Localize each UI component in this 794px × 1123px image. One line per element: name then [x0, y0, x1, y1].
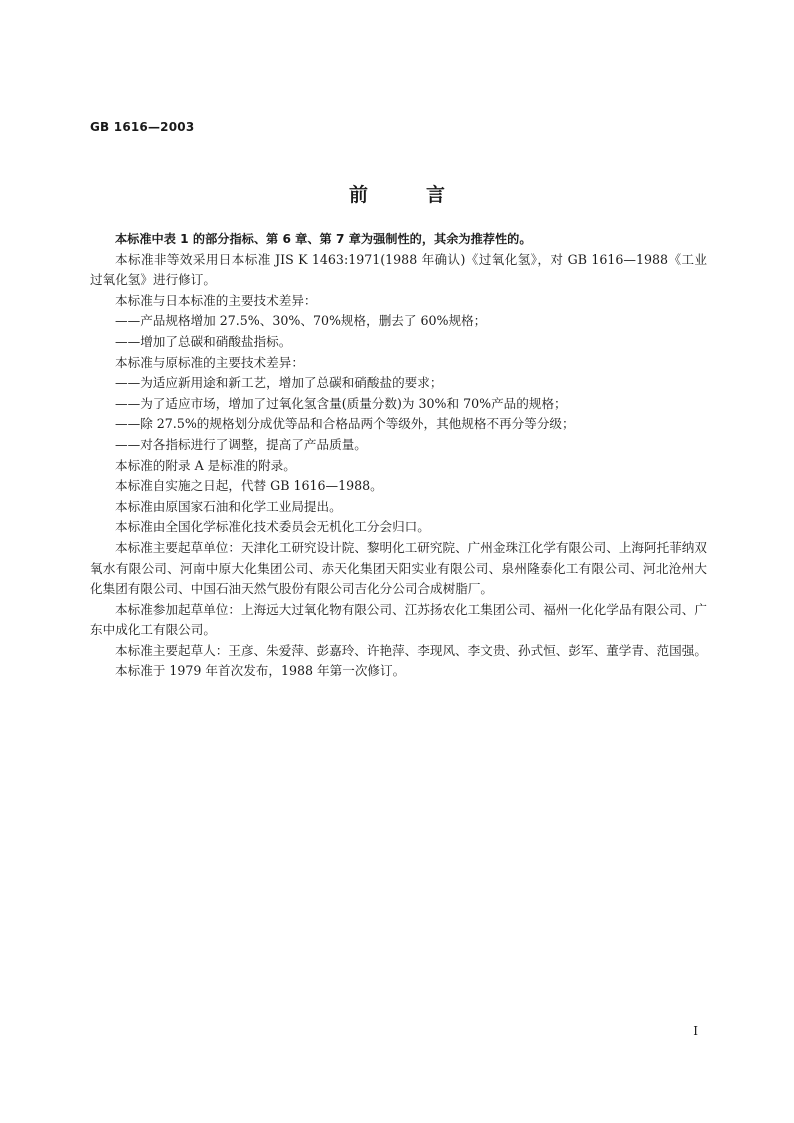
page-number: I: [693, 1024, 698, 1038]
paragraph-mandatory-note: 本标准中表 1 的部分指标、第 6 章、第 7 章为强制性的，其余为推荐性的。: [115, 232, 532, 246]
foreword-body: [90, 229, 707, 682]
paragraph: 本标准与日本标准的主要技术差异：: [115, 292, 317, 308]
paragraph: 本标准由全国化学标准化技术委员会无机化工分会归口。: [115, 519, 430, 535]
paragraph: 本标准主要起草人：王彦、朱爱萍、彭嘉玲、许艳萍、李现风、李文贵、孙式恒、彭军、董学青、范国强。: [115, 642, 707, 658]
paragraph: 本标准由原国家石油和化学工业局提出。: [115, 498, 342, 514]
list-item: ——除 27.5%的规格划分成优等品和合格品两个等级外，其他规格不再分等分级；: [115, 416, 575, 432]
list-item: ——为了适应市场，增加了过氧化氢含量(质量分数)为 30%和 70%产品的规格；: [115, 395, 567, 411]
list-item: ——增加了总碳和硝酸盐指标。: [115, 333, 292, 349]
document-code: GB 1616—2003: [90, 120, 195, 134]
list-item: ——为适应新用途和新工艺，增加了总碳和硝酸盐的要求；: [115, 375, 443, 391]
paragraph: 本标准参加起草单位：上海远大过氧化物有限公司、江苏扬农化工集团公司、福州一化化学品有限公司、广东中成化工有限公司。: [90, 601, 707, 638]
paragraph: 本标准主要起草单位：天津化工研究设计院、黎明化工研究院、广州金珠江化学有限公司、上海阿托菲纳双氧水有限公司、河南中原大化集团公司、赤天化集团天阳实业有限公司、泉州隆泰化工有限公司、河北沧州大化集团有限公司、中国石油天然气股份有限公司吉化分公司合成树脂厂。: [90, 539, 707, 597]
paragraph: 本标准的附录 A 是标准的附录。: [115, 457, 296, 473]
paragraph: 本标准于 1979 年首次发布，1988 年第一次修订。: [115, 663, 406, 679]
page-title: 前言: [348, 184, 503, 206]
list-item: ——对各指标进行了调整，提高了产品质量。: [115, 436, 367, 452]
paragraph: 本标准与原标准的主要技术差异：: [115, 354, 304, 370]
list-item: ——产品规格增加 27.5%、30%、70%规格，删去了 60%规格；: [115, 313, 487, 329]
paragraph: 本标准非等效采用日本标准 JIS K 1463:1971(1988 年确认)《过氧化氢》，对 GB 1616—1988《工业过氧化氢》进行修订。: [90, 251, 707, 288]
paragraph: 本标准自实施之日起，代替 GB 1616—1988。: [115, 478, 383, 494]
